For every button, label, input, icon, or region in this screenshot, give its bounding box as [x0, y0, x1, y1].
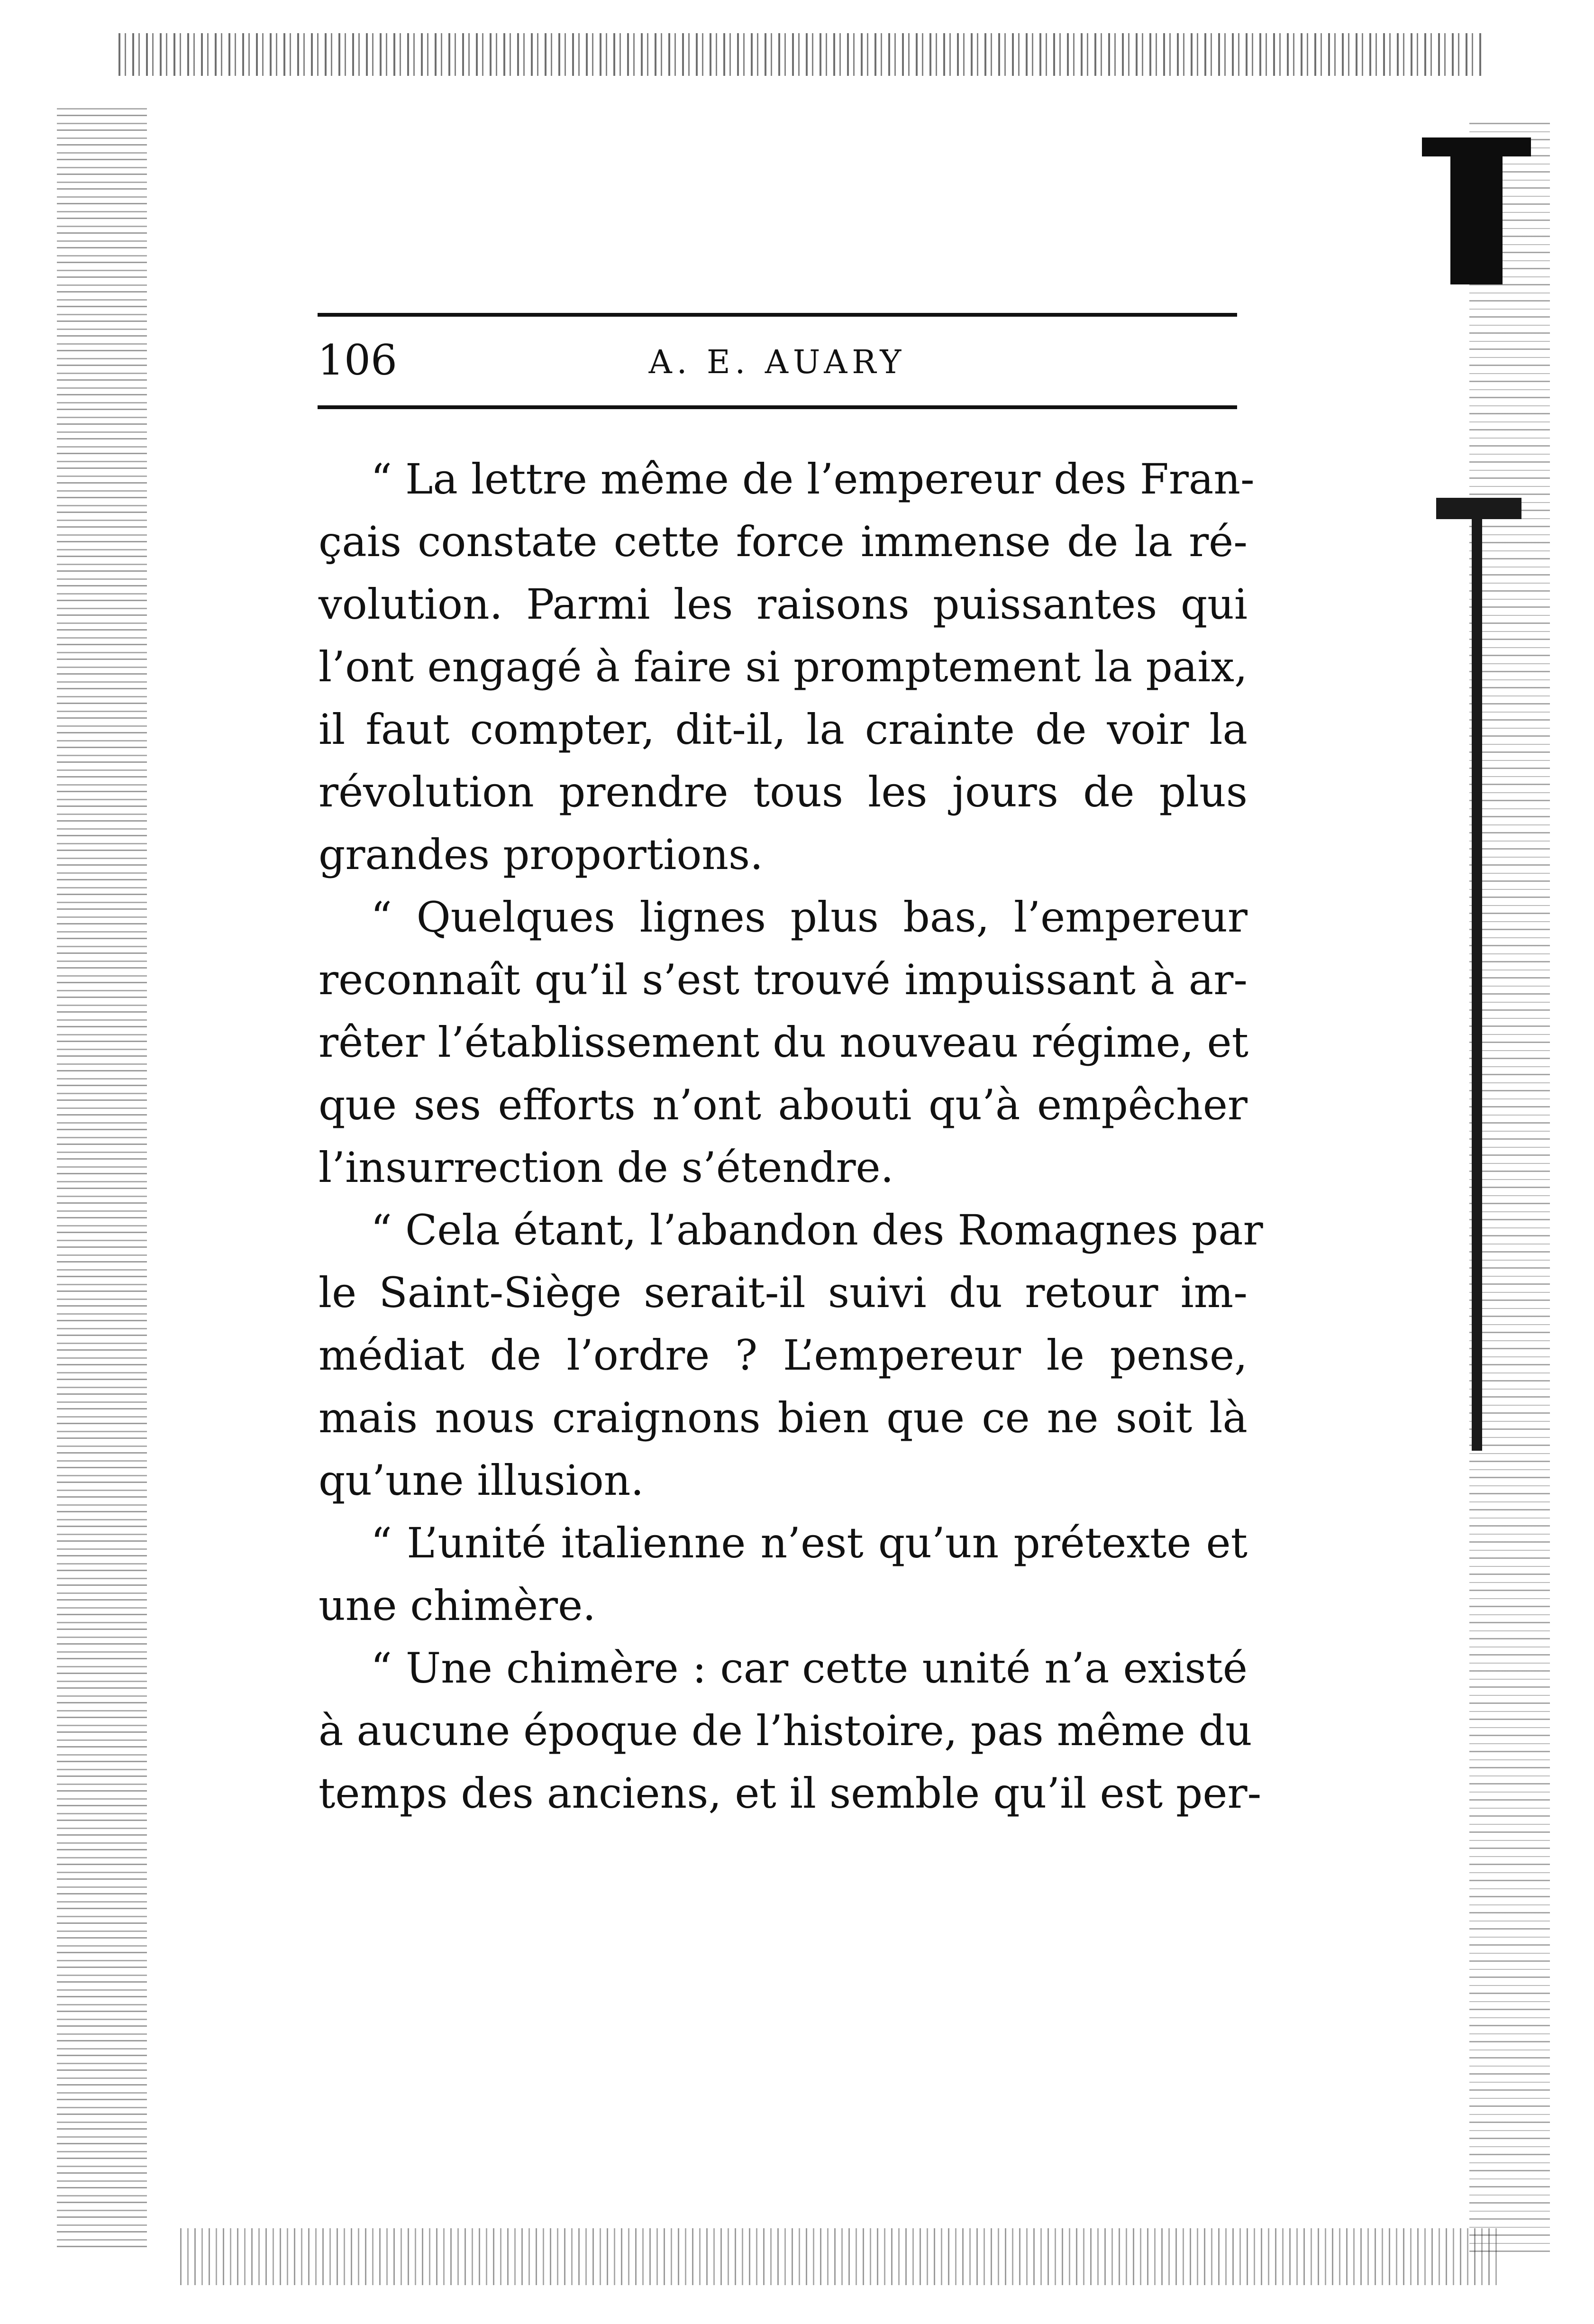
- scan-edge-left: [57, 104, 147, 2247]
- text-line: il faut compter, dit-il, la crainte de voir la: [319, 705, 1248, 754]
- text-line: le Saint-Siège serait-il suivi du retour im-: [319, 1268, 1248, 1317]
- scan-edge-bottom: [180, 2228, 1498, 2285]
- scan-edge-top: [118, 33, 1484, 76]
- text-line: l’insurrection de s’étendre.: [319, 1143, 894, 1192]
- binding-clip: [1450, 142, 1503, 284]
- text-line: l’ont engagé à faire si promptement la paix,: [319, 642, 1248, 691]
- text-line: volution. Parmi les raisons puissantes qui: [319, 580, 1248, 629]
- text-line: “ Cela étant, l’abandon des Romagnes par: [371, 1206, 1263, 1254]
- text-line: mais nous craignons bien que ce ne soit là: [319, 1393, 1248, 1442]
- text-line: “ Une chimère : car cette unité n’a existé: [371, 1644, 1248, 1693]
- text-line: révolution prendre tous les jours de plus: [319, 768, 1248, 816]
- header-rule-top: [318, 313, 1237, 317]
- text-line: “ L’unité italienne n’est qu’un prétexte et: [371, 1519, 1248, 1567]
- text-line: qu’une illusion.: [319, 1456, 644, 1505]
- text-line: grandes proportions.: [319, 830, 764, 879]
- text-line: “ La lettre même de l’empereur des Fran-: [371, 455, 1255, 503]
- text-line: çais constate cette force immense de la ré-: [319, 517, 1248, 566]
- text-line: médiat de l’ordre ? L’empereur le pense,: [319, 1331, 1248, 1380]
- text-line: reconnaît qu’il s’est trouvé impuissant à ar-: [319, 955, 1248, 1004]
- body-text: [319, 448, 1263, 1825]
- header-rule-bottom: [318, 405, 1237, 409]
- binding-bar: [1472, 503, 1482, 1451]
- text-line: une chimère.: [319, 1581, 596, 1630]
- page-number: 106: [318, 336, 397, 384]
- running-head: A. E. AUARY: [648, 344, 906, 381]
- text-line: temps des anciens, et il semble qu’il est per-: [319, 1769, 1262, 1818]
- text-line: rêter l’établissement du nouveau régime, et: [319, 1018, 1248, 1067]
- text-line: “ Quelques lignes plus bas, l’empereur: [371, 893, 1248, 942]
- page-header: [318, 313, 1237, 417]
- text-line: à aucune époque de l’histoire, pas même du: [319, 1706, 1252, 1755]
- text-line: que ses efforts n’ont abouti qu’à empêcher: [319, 1080, 1248, 1129]
